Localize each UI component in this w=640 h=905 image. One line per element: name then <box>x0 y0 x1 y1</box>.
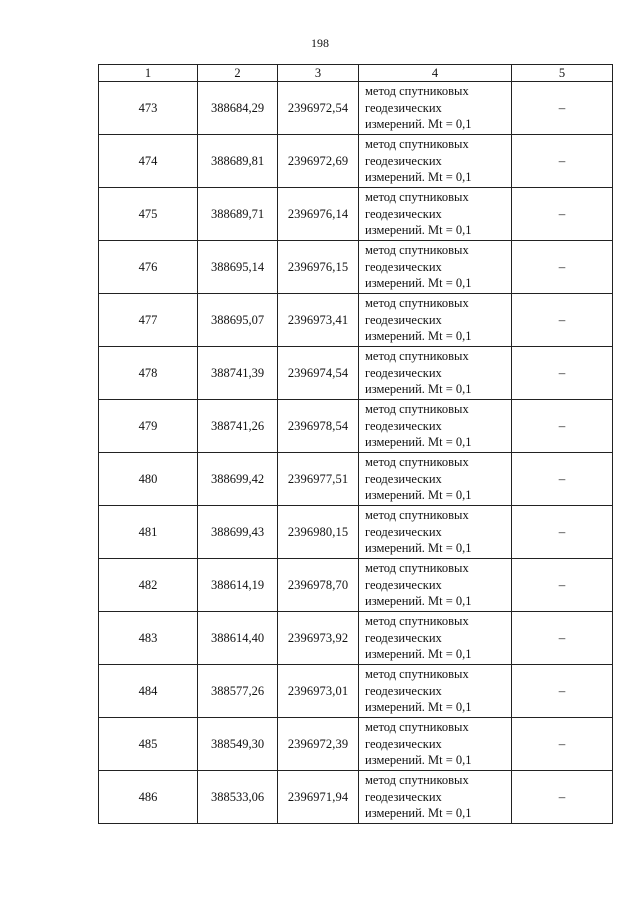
method-line: метод спутниковых <box>365 667 469 682</box>
x-coordinate-cell: 388533,06 <box>198 771 278 824</box>
method-cell <box>359 294 512 347</box>
method-cell <box>359 771 512 824</box>
method-line: метод спутниковых <box>365 296 469 311</box>
note-cell: – <box>512 294 613 347</box>
method-cell <box>359 665 512 718</box>
table-row <box>99 612 613 665</box>
table-row <box>99 347 613 400</box>
y-coordinate-cell: 2396972,54 <box>278 82 359 135</box>
method-cell <box>359 559 512 612</box>
table-row <box>99 453 613 506</box>
x-coordinate-cell: 388741,39 <box>198 347 278 400</box>
y-coordinate-cell: 2396973,01 <box>278 665 359 718</box>
header-col-2: 2 <box>198 65 278 82</box>
method-line: измерений. Mt = 0,1 <box>365 117 472 132</box>
header-col-1: 1 <box>99 65 198 82</box>
table-row <box>99 400 613 453</box>
point-number-cell: 484 <box>99 665 198 718</box>
method-line: метод спутниковых <box>365 561 469 576</box>
note-cell: – <box>512 453 613 506</box>
note-cell: – <box>512 559 613 612</box>
method-line: измерений. Mt = 0,1 <box>365 382 472 397</box>
method-line: измерений. Mt = 0,1 <box>365 488 472 503</box>
y-coordinate-cell: 2396980,15 <box>278 506 359 559</box>
method-line: геодезических <box>365 365 442 380</box>
x-coordinate-cell: 388614,19 <box>198 559 278 612</box>
method-line: метод спутниковых <box>365 349 469 364</box>
x-coordinate-cell: 388689,71 <box>198 188 278 241</box>
note-cell: – <box>512 771 613 824</box>
point-number-cell: 477 <box>99 294 198 347</box>
point-number-cell: 478 <box>99 347 198 400</box>
point-number-cell: 485 <box>99 718 198 771</box>
y-coordinate-cell: 2396974,54 <box>278 347 359 400</box>
method-line: метод спутниковых <box>365 773 469 788</box>
method-line: метод спутниковых <box>365 243 469 258</box>
method-line: геодезических <box>365 312 442 327</box>
table-row <box>99 665 613 718</box>
method-cell <box>359 453 512 506</box>
method-line: метод спутниковых <box>365 402 469 417</box>
method-line: измерений. Mt = 0,1 <box>365 541 472 556</box>
point-number-cell: 481 <box>99 506 198 559</box>
method-cell <box>359 135 512 188</box>
note-cell: – <box>512 506 613 559</box>
method-line: метод спутниковых <box>365 720 469 735</box>
note-cell: – <box>512 241 613 294</box>
x-coordinate-cell: 388577,26 <box>198 665 278 718</box>
point-number-cell: 479 <box>99 400 198 453</box>
note-cell: – <box>512 82 613 135</box>
method-line: метод спутниковых <box>365 190 469 205</box>
method-line: геодезических <box>365 471 442 486</box>
point-number-cell: 476 <box>99 241 198 294</box>
method-line: измерений. Mt = 0,1 <box>365 700 472 715</box>
method-line: измерений. Mt = 0,1 <box>365 594 472 609</box>
method-line: измерений. Mt = 0,1 <box>365 276 472 291</box>
table-row <box>99 82 613 135</box>
method-line: геодезических <box>365 100 442 115</box>
method-line: измерений. Mt = 0,1 <box>365 170 472 185</box>
method-line: измерений. Mt = 0,1 <box>365 329 472 344</box>
y-coordinate-cell: 2396978,54 <box>278 400 359 453</box>
x-coordinate-cell: 388684,29 <box>198 82 278 135</box>
x-coordinate-cell: 388614,40 <box>198 612 278 665</box>
point-number-cell: 473 <box>99 82 198 135</box>
y-coordinate-cell: 2396972,69 <box>278 135 359 188</box>
y-coordinate-cell: 2396973,41 <box>278 294 359 347</box>
table-row <box>99 559 613 612</box>
method-line: метод спутниковых <box>365 455 469 470</box>
y-coordinate-cell: 2396973,92 <box>278 612 359 665</box>
method-line: измерений. Mt = 0,1 <box>365 223 472 238</box>
header-row <box>99 65 613 82</box>
note-cell: – <box>512 665 613 718</box>
x-coordinate-cell: 388549,30 <box>198 718 278 771</box>
x-coordinate-cell: 388699,43 <box>198 506 278 559</box>
table-row <box>99 506 613 559</box>
y-coordinate-cell: 2396977,51 <box>278 453 359 506</box>
x-coordinate-cell: 388741,26 <box>198 400 278 453</box>
y-coordinate-cell: 2396972,39 <box>278 718 359 771</box>
method-line: измерений. Mt = 0,1 <box>365 753 472 768</box>
method-line: метод спутниковых <box>365 508 469 523</box>
method-line: геодезических <box>365 736 442 751</box>
point-number-cell: 480 <box>99 453 198 506</box>
method-line: геодезических <box>365 630 442 645</box>
method-cell <box>359 400 512 453</box>
point-number-cell: 486 <box>99 771 198 824</box>
x-coordinate-cell: 388699,42 <box>198 453 278 506</box>
method-line: измерений. Mt = 0,1 <box>365 435 472 450</box>
method-line: геодезических <box>365 789 442 804</box>
method-cell <box>359 82 512 135</box>
note-cell: – <box>512 347 613 400</box>
table-row <box>99 188 613 241</box>
y-coordinate-cell: 2396978,70 <box>278 559 359 612</box>
method-line: геодезических <box>365 524 442 539</box>
method-cell <box>359 718 512 771</box>
coordinates-table <box>98 64 613 824</box>
note-cell: – <box>512 718 613 771</box>
y-coordinate-cell: 2396976,14 <box>278 188 359 241</box>
note-cell: – <box>512 612 613 665</box>
page-number: 198 <box>311 36 329 50</box>
point-number-cell: 474 <box>99 135 198 188</box>
method-line: геодезических <box>365 206 442 221</box>
note-cell: – <box>512 135 613 188</box>
method-line: метод спутниковых <box>365 84 469 99</box>
method-line: геодезических <box>365 259 442 274</box>
method-cell <box>359 188 512 241</box>
method-cell <box>359 506 512 559</box>
x-coordinate-cell: 388695,14 <box>198 241 278 294</box>
note-cell: – <box>512 188 613 241</box>
table-row <box>99 771 613 824</box>
note-cell: – <box>512 400 613 453</box>
header-col-5: 5 <box>512 65 613 82</box>
table-row <box>99 294 613 347</box>
point-number-cell: 482 <box>99 559 198 612</box>
point-number-cell: 483 <box>99 612 198 665</box>
method-line: метод спутниковых <box>365 614 469 629</box>
method-cell <box>359 241 512 294</box>
method-cell <box>359 347 512 400</box>
method-line: геодезических <box>365 153 442 168</box>
method-line: геодезических <box>365 577 442 592</box>
method-line: геодезических <box>365 683 442 698</box>
method-cell <box>359 612 512 665</box>
method-line: геодезических <box>365 418 442 433</box>
y-coordinate-cell: 2396971,94 <box>278 771 359 824</box>
point-number-cell: 475 <box>99 188 198 241</box>
table-row <box>99 241 613 294</box>
method-line: измерений. Mt = 0,1 <box>365 806 472 821</box>
table-row <box>99 718 613 771</box>
method-line: метод спутниковых <box>365 137 469 152</box>
x-coordinate-cell: 388695,07 <box>198 294 278 347</box>
header-col-3: 3 <box>278 65 359 82</box>
y-coordinate-cell: 2396976,15 <box>278 241 359 294</box>
x-coordinate-cell: 388689,81 <box>198 135 278 188</box>
table-row <box>99 135 613 188</box>
method-line: измерений. Mt = 0,1 <box>365 647 472 662</box>
header-col-4: 4 <box>359 65 512 82</box>
